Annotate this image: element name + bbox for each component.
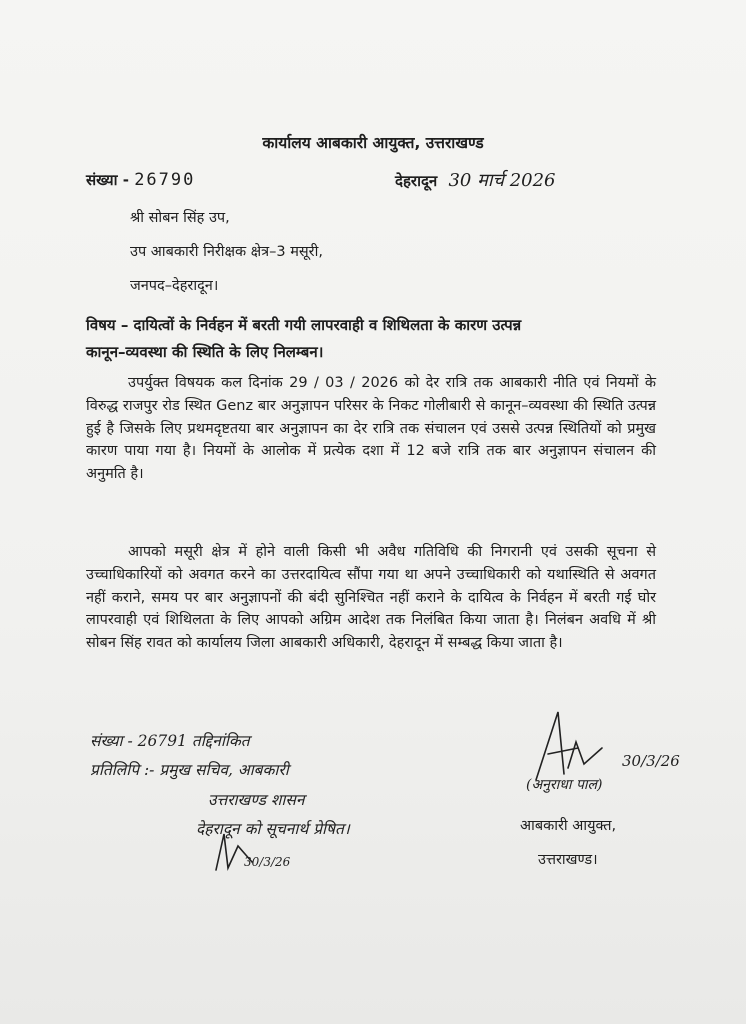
subject (86, 312, 676, 366)
subject-line-1: विषय – दायित्वों के निर्वहन में बरती गयी लापरवाही व शिथिलता के कारण उत्पन्न (86, 316, 522, 334)
reference-label: संख्या - (86, 171, 129, 189)
copy-to: प्रतिलिपि :- प्रमुख सचिव, आबकारी (90, 761, 289, 779)
copy-number: संख्या - 26791 तद्दिनांकित (90, 732, 250, 750)
initial-signature (212, 828, 258, 878)
addressee-line-1: श्री सोबन सिंह उप, (130, 210, 230, 226)
place-date (395, 168, 556, 192)
place: देहरादून (395, 172, 438, 190)
signatory-state: उत्तराखण्ड। (538, 852, 598, 868)
body-paragraph-1: उपर्युक्त विषयक कल दिनांक 29 / 03 / 2026 को देर रात्रि तक आबकारी नीति एवं नियमों के विरुद्ध राजपुर रोड स्थित Genz बार अनुज्ञापन परिसर के निकट गोलीबारी से कानून–व्यवस्था की स्थिति उत्पन्न हुई है जिसके लिए प्रथमदृष्टतया बार अनुज्ञापन का देर रात्रि तक संचालन एवं उससे उत्पन्न स्थितियों को प्रमुख कारण पाया गया है। नियमों के आलोक में प्रत्येक दशा में 12 बजे रात्रि तक बार अनुज्ञापन संचालन की अनुमति है। (86, 375, 656, 483)
reference-number (86, 170, 195, 190)
letter-date: 30 मार्च 2026 (448, 170, 556, 191)
addressee-line-3: जनपद–देहरादून। (130, 278, 219, 294)
reference-value: 26790 (134, 170, 196, 190)
signatory-designation: आबकारी आयुक्त, (520, 818, 617, 834)
addressee-line-2: उप आबकारी निरीक्षक क्षेत्र–3 मसूरी, (130, 244, 323, 260)
signature-date: 30/3/26 (622, 752, 680, 770)
body-paragraph-2: आपको मसूरी क्षेत्र में होने वाली किसी भी अवैध गतिविधि की निगरानी एवं उसकी सूचना से उच्चाधिकारियों को अवगत करने का उत्तरदायित्व सौंपा गया था अपने उच्चाधिकारी को यथास्थिति से अवगत नहीं कराने, समय पर बार अनुज्ञापनों की बंदी सुनिश्चित नहीं कराने के दायित्व के निर्वहन में बरती गई घोर लापरवाही एवं शिथिलता के लिए आपको अग्रिम आदेश तक निलंबित किया जाता है। निलंबन अवधि में श्री सोबन सिंह रावत को कार्यालय जिला आबकारी अधिकारी, देहरादून में सम्बद्ध किया जाता है। (86, 544, 656, 652)
subject-line-2: कानून–व्यवस्था की स्थिति के लिए निलम्बन। (86, 343, 324, 361)
office-title: कार्यालय आबकारी आयुक्त, उत्तराखण्ड (262, 134, 484, 152)
copy-recipient: उत्तराखण्ड शासन (208, 791, 305, 809)
signatory-name: (अनुराधा पाल) (526, 777, 603, 793)
initial-date: 30/3/26 (244, 855, 291, 869)
copy-purpose: देहरादून को सूचनार्थ प्रेषित। (196, 820, 350, 838)
